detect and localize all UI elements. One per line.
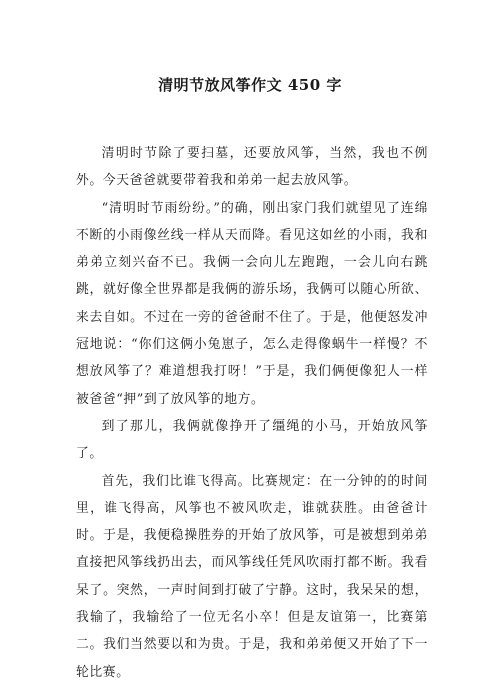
paragraph: 首先，我们比谁飞得高。比赛规定：在一分钟的的时间里，谁飞得高，风筝也不被风吹走，谁就获胜。由爸爸计时。于是，我便稳操胜券的开始了放风筝，可是被想到弟弟直接把风筝线扔出去，而风筝线任凭风吹雨打都不断。我看呆了。突然，一声时间到打破了宁静。这时，我呆呆的想，我输了，我输给了一位无名小卒！但是友谊第一，比赛第二。我们当然要以和为贵。于是，我和弟弟便又开始了下一轮比赛。 — [76, 473, 428, 680]
paragraph: 清明时节除了要扫墓，还要放风筝，当然，我也不例外。今天爸爸就要带着我和弟弟一起去放风筝。 — [76, 146, 428, 189]
paragraph: “清明时节雨纷纷。”的确，刚出家门我们就望见了连绵不断的小雨像丝线一样从天而降。看见这如丝的小雨，我和弟弟立刻兴奋不已。我俩一会向儿左跑跑，一会儿向右跳跳，就好像全世界都是我俩的游乐场，我俩可以随心所欲、来去自如。不过在一旁的爸爸耐不住了。于是，他便怒发冲冠地说：“你们这俩小兔崽子，怎么走得像蜗牛一样慢？不想放风筝了？难道想我打呀！”于是，我们俩便像犯人一样被爸爸“押”到了放风筝的地方。 — [76, 200, 428, 407]
document-title: 清明节放风筝作文 450 字 — [158, 76, 342, 94]
document-body — [76, 140, 428, 686]
paragraph: 到了那儿，我俩就像挣开了缰绳的小马，开始放风筝了。 — [76, 418, 428, 462]
